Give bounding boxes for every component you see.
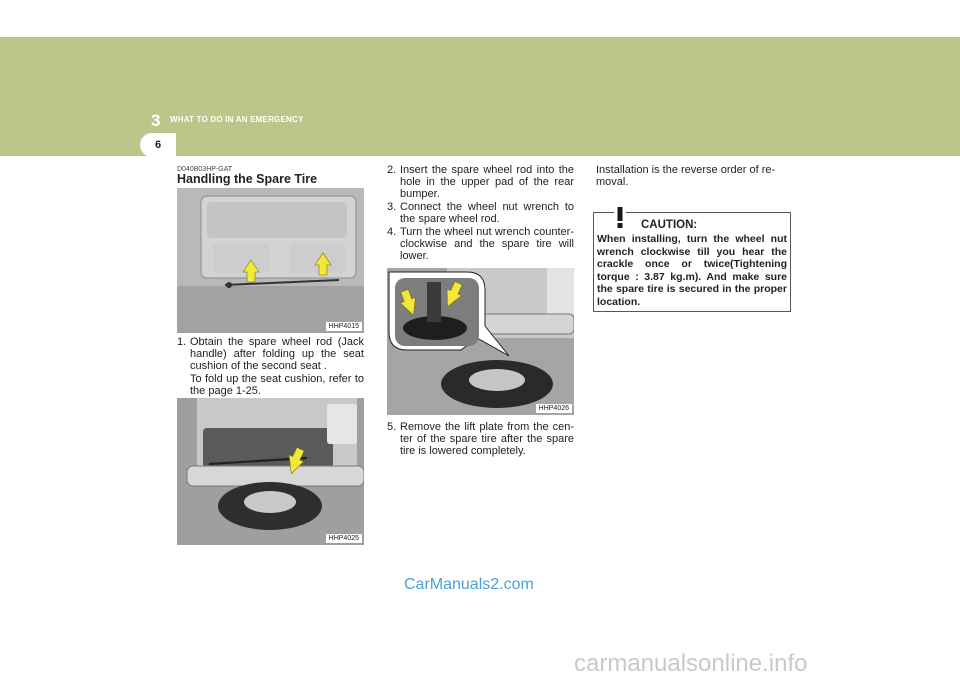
step-3-number: 3. bbox=[387, 201, 397, 213]
step-1 bbox=[177, 336, 364, 397]
warning-icon bbox=[605, 202, 635, 230]
chapter-title: WHAT TO DO IN AN EMERGENCY bbox=[170, 115, 304, 124]
caution-box bbox=[593, 212, 791, 312]
figure-id-hhp4025: HHP4025 bbox=[326, 534, 362, 543]
folded-seat-illustration bbox=[177, 188, 364, 333]
step-3 bbox=[387, 201, 574, 225]
figure-id-hhp4026: HHP4026 bbox=[536, 404, 572, 413]
section-title: Handling the Spare Tire bbox=[177, 172, 318, 186]
step-4 bbox=[387, 226, 574, 263]
wrench-bumper-illustration bbox=[177, 398, 364, 545]
step-1-number: 1. bbox=[177, 336, 187, 348]
step-5-text: Remove the lift plate from the cen-ter of the spare tire after the spare tire is lowered completely. bbox=[400, 421, 574, 458]
step-4-number: 4. bbox=[387, 226, 397, 238]
section-code: D040B03HP-GAT bbox=[177, 166, 233, 173]
step-2-number: 2. bbox=[387, 164, 397, 176]
step-1-note: To fold up the seat cushion, refer to the page 1-25. bbox=[190, 372, 364, 397]
step-2-text: Insert the spare wheel rod into the hole in the upper pad of the rear bumper. bbox=[400, 164, 574, 201]
watermark-carmanuals2[interactable]: CarManuals2.com bbox=[404, 576, 534, 593]
step-4-text: Turn the wheel nut wrench counter-clockwise and the spare tire will lower. bbox=[400, 226, 574, 263]
installation-note: Installation is the reverse order of re-moval. bbox=[596, 164, 776, 189]
step-5 bbox=[387, 421, 574, 458]
step-5-number: 5. bbox=[387, 421, 397, 433]
figure-folded-seat bbox=[177, 188, 364, 333]
step-1-text: Obtain the spare wheel rod (Jack handle) after folding up the seat cushion of the second seat . bbox=[190, 336, 364, 373]
figure-wrench-bumper bbox=[177, 398, 364, 545]
watermark-carmanualsonline[interactable]: carmanualsonline.info bbox=[574, 650, 808, 677]
caution-title: CAUTION: bbox=[641, 219, 698, 231]
step-2 bbox=[387, 164, 574, 201]
figure-lowered-tire bbox=[387, 268, 574, 415]
caution-body: When installing, turn the wheel nut wrench clockwise till you hear the crackle once or twice(Tightening torque : 3.87 kg.m). And make sure the spare tire is secured in the proper location. bbox=[597, 233, 787, 308]
step-3-text: Connect the wheel nut wrench to the spare wheel rod. bbox=[400, 201, 574, 226]
lowered-tire-illustration bbox=[387, 268, 574, 415]
chapter-number: 3 bbox=[151, 111, 161, 130]
page-number: 6 bbox=[155, 139, 162, 151]
figure-id-hhp4015: HHP4015 bbox=[326, 322, 362, 331]
